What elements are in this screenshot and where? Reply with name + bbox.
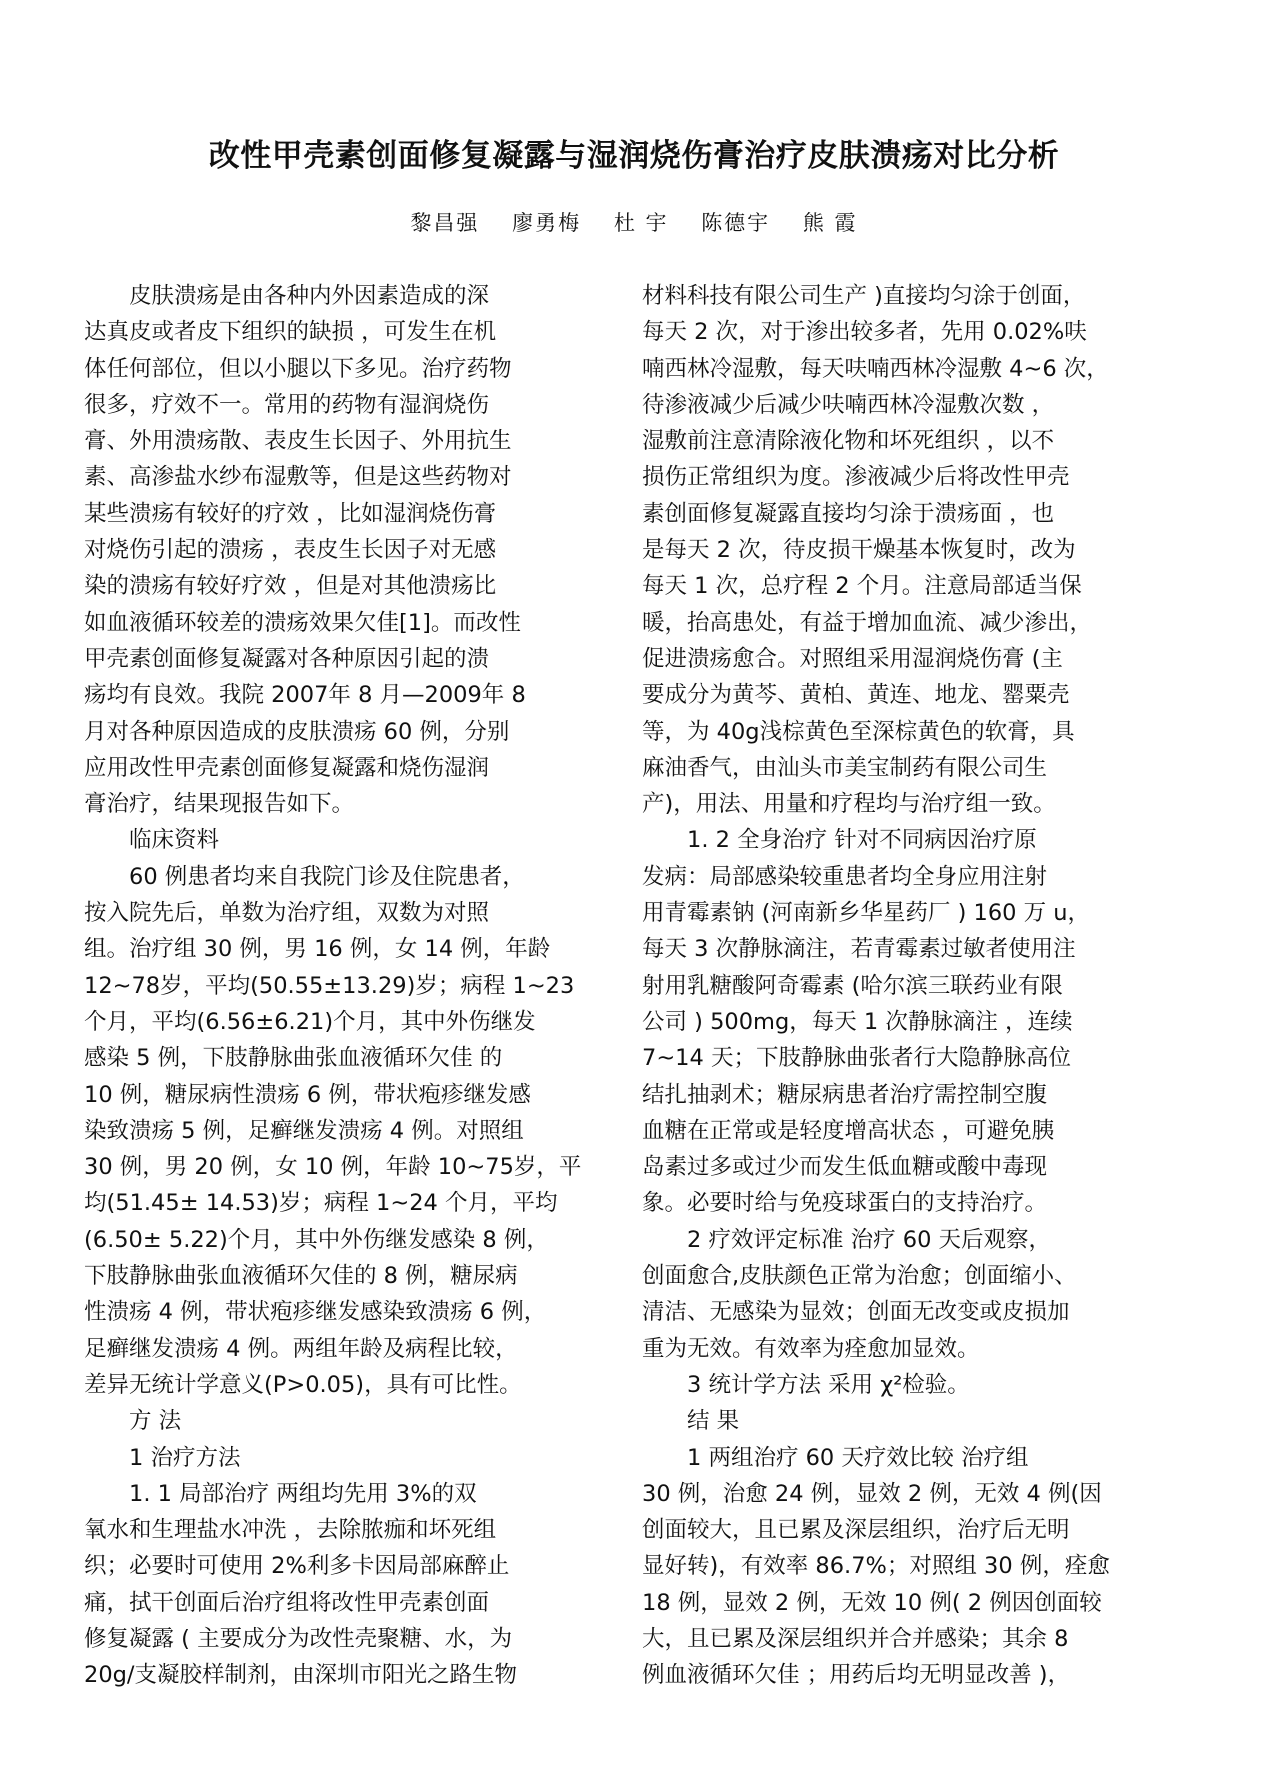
text-line: 应用改性甲壳素创面修复凝露和烧伤湿润 — [84, 754, 490, 781]
text-line: 60 例患者均来自我院门诊及住院患者， — [84, 863, 525, 890]
author-name: 陈德宇 — [701, 211, 771, 235]
text-line: 要成分为黄芩、黄柏、黄连、地龙、罂粟壳 — [642, 682, 1070, 709]
text-line: 按入院先后，单数为治疗组，双数为对照 — [84, 900, 490, 927]
text-line: 氧水和生理盐水冲洗 ，去除脓痂和坏死组 — [84, 1517, 497, 1544]
text-line: 湿敷前注意清除液化物和坏死组织 ，以不 — [642, 428, 1055, 455]
text-line: 每天 2 次，对于渗出较多者，先用 0.02%呋 — [642, 319, 1087, 346]
text-line: 等，为 40g浅棕黄色至深棕黄色的软膏，具 — [642, 718, 1075, 745]
text-line: 待渗液减少后减少呋喃西林冷湿敷次数 ， — [642, 391, 1055, 418]
text-line: 麻油香气，由汕头市美宝制药有限公司生 — [642, 754, 1048, 781]
text-line: 下肢静脉曲张血液循环欠佳的 8 例，糖尿病 — [84, 1263, 518, 1290]
text-line: 达真皮或者皮下组织的缺损 ，可发生在机 — [84, 319, 497, 346]
author-name: 杜 宇 — [613, 211, 669, 235]
text-line: 临床资料 — [84, 827, 220, 854]
text-line: 皮肤溃疡是由各种内外因素造成的深 — [84, 283, 490, 309]
text-line: 均(51.45± 14.53)岁；病程 1~24 个月，平均 — [84, 1190, 558, 1217]
text-line: 染的溃疡有较好疗效 ，但是对其他溃疡比 — [84, 573, 497, 600]
text-line: 感染 5 例，下肢静脉曲张血液循环欠佳 的 — [84, 1045, 503, 1072]
text-line: 1 两组治疗 60 天疗效比较 治疗组 — [642, 1444, 1029, 1471]
text-line: 显好转)，有效率 86.7%；对照组 30 例，痊愈 — [642, 1553, 1110, 1580]
text-line: 10 例，糖尿病性溃疡 6 例，带状疱疹继发感 — [84, 1081, 531, 1108]
text-line: 用青霉素钠 (河南新乡华星药厂 ) 160 万 u， — [642, 900, 1091, 927]
text-line: 产)，用法、用量和疗程均与治疗组一致。 — [642, 791, 1056, 818]
text-line: 清洁、无感染为显效；创面无改变或皮损加 — [642, 1299, 1070, 1326]
text-line: 素创面修复凝露直接均匀涂于溃疡面 ，也 — [642, 500, 1055, 527]
text-line: 结扎抽剥术；糖尿病患者治疗需控制空腹 — [642, 1081, 1048, 1108]
text-line: 1 治疗方法 — [84, 1444, 241, 1471]
text-line: 方 法 — [84, 1408, 182, 1435]
text-line: 月对各种原因造成的皮肤溃疡 60 例，分别 — [84, 718, 510, 745]
text-line: 1. 2 全身治疗 针对不同病因治疗原 — [642, 827, 1037, 854]
text-line: 射用乳糖酸阿奇霉素 (哈尔滨三联药业有限 — [642, 972, 1063, 999]
text-line: 促进溃疡愈合。对照组采用湿润烧伤膏 (主 — [642, 645, 1063, 672]
text-line: 3 统计学方法 采用 χ²检验。 — [642, 1371, 970, 1398]
text-line: 痛，拭干创面后治疗组将改性甲壳素创面 — [84, 1589, 490, 1616]
text-line: 2 疗效评定标准 治疗 60 天后观察， — [642, 1226, 1052, 1253]
text-line: 很多，疗效不一。常用的药物有湿润烧伤 — [84, 391, 490, 418]
text-line: (6.50± 5.22)个月，其中外伤继发感染 8 例， — [84, 1226, 549, 1253]
text-line: 组。治疗组 30 例，男 16 例，女 14 例，年龄 — [84, 936, 551, 963]
text-line: 素、高渗盐水纱布湿敷等，但是这些药物对 — [84, 464, 512, 491]
text-line: 如血液循环较差的溃疡效果欠佳[1]。而改性 — [84, 609, 521, 636]
text-line: 体任何部位，但以小腿以下多见。治疗药物 — [84, 355, 512, 382]
text-line: 7~14 天；下肢静脉曲张者行大隐静脉高位 — [642, 1045, 1071, 1072]
article-title: 改性甲壳素创面修复凝露与湿润烧伤膏治疗皮肤溃疡对比分析 — [208, 138, 1060, 174]
text-line: 创面愈合,皮肤颜色正常为治愈；创面缩小、 — [642, 1263, 1077, 1290]
text-line: 甲壳素创面修复凝露对各种原因引起的溃 — [84, 645, 490, 672]
text-line: 暖，抬高患处，有益于增加血流、减少渗出， — [642, 609, 1093, 636]
text-line: 公司 ) 500mg，每天 1 次静脉滴注 ，连续 — [642, 1008, 1073, 1035]
text-line: 损伤正常组织为度。渗液减少后将改性甲壳 — [642, 464, 1070, 491]
text-line: 差异无统计学意义(P>0.05)，具有可比性。 — [84, 1371, 522, 1398]
text-line: 发病：局部感染较重患者均全身应用注射 — [642, 863, 1048, 890]
text-line: 12~78岁，平均(50.55±13.29)岁；病程 1~23 — [84, 972, 575, 999]
text-line: 对烧伤引起的溃疡 ，表皮生长因子对无感 — [84, 537, 497, 564]
text-line: 每天 3 次静脉滴注，若青霉素过敏者使用注 — [642, 936, 1076, 963]
text-line: 染致溃疡 5 例，足癣继发溃疡 4 例。对照组 — [84, 1117, 524, 1144]
author-name: 廖勇梅 — [512, 211, 582, 235]
text-line: 膏、外用溃疡散、表皮生长因子、外用抗生 — [84, 428, 512, 455]
left-text-column — [84, 278, 584, 1694]
text-line: 例血液循环欠佳 ；用药后均无明显改善 )， — [642, 1662, 1071, 1689]
text-line: 大，且已累及深层组织并合并感染；其余 8 — [642, 1625, 1069, 1652]
text-line: 岛素过多或过少而发生低血糖或酸中毒现 — [642, 1154, 1048, 1181]
author-list — [60, 207, 1208, 237]
text-line: 重为无效。有效率为痊愈加显效。 — [642, 1335, 980, 1362]
text-line: 血糖在正常或是轻度增高状态 ，可避免胰 — [642, 1117, 1055, 1144]
text-line: 18 例，显效 2 例，无效 10 例( 2 例因创面较 — [642, 1589, 1102, 1616]
text-line: 象。必要时给与免疫球蛋白的支持治疗。 — [642, 1190, 1048, 1217]
text-line: 是每天 2 次，待皮损干燥基本恢复时，改为 — [642, 537, 1076, 564]
author-name: 黎昌强 — [410, 211, 480, 235]
text-line: 足癣继发溃疡 4 例。两组年龄及病程比较， — [84, 1335, 518, 1362]
text-line: 20g/支凝胶样制剂，由深圳市阳光之路生物 — [84, 1662, 517, 1689]
text-line: 30 例，男 20 例，女 10 例，年龄 10~75岁，平 — [84, 1154, 582, 1181]
text-line: 疡均有良效。我院 2007年 8 月—2009年 8 — [84, 682, 526, 709]
author-name: 熊 霞 — [802, 211, 858, 235]
text-line: 某些溃疡有较好的疗效 ，比如湿润烧伤膏 — [84, 500, 497, 527]
text-line: 织；必要时可使用 2%利多卡因局部麻醉止 — [84, 1553, 510, 1580]
right-text-column — [642, 278, 1152, 1694]
text-line: 性溃疡 4 例，带状疱疹继发感染致溃疡 6 例， — [84, 1299, 547, 1326]
text-line: 喃西林冷湿敷，每天呋喃西林冷湿敷 4~6 次， — [642, 355, 1109, 382]
text-line: 30 例，治愈 24 例，显效 2 例，无效 4 例(因 — [642, 1480, 1102, 1507]
text-line: 1. 1 局部治疗 两组均先用 3%的双 — [84, 1480, 477, 1507]
text-line: 每天 1 次，总疗程 2 个月。注意局部适当保 — [642, 573, 1082, 600]
text-line: 个月，平均(6.56±6.21)个月，其中外伤继发 — [84, 1008, 536, 1035]
text-line: 修复凝露 ( 主要成分为改性壳聚糖、水，为 — [84, 1625, 513, 1652]
text-line: 材料科技有限公司生产 )直接均匀涂于创面， — [642, 283, 1086, 309]
text-line: 创面较大，且已累及深层组织，治疗后无明 — [642, 1517, 1070, 1544]
text-line: 结 果 — [642, 1408, 740, 1435]
text-line: 膏治疗，结果现报告如下。 — [84, 791, 355, 818]
